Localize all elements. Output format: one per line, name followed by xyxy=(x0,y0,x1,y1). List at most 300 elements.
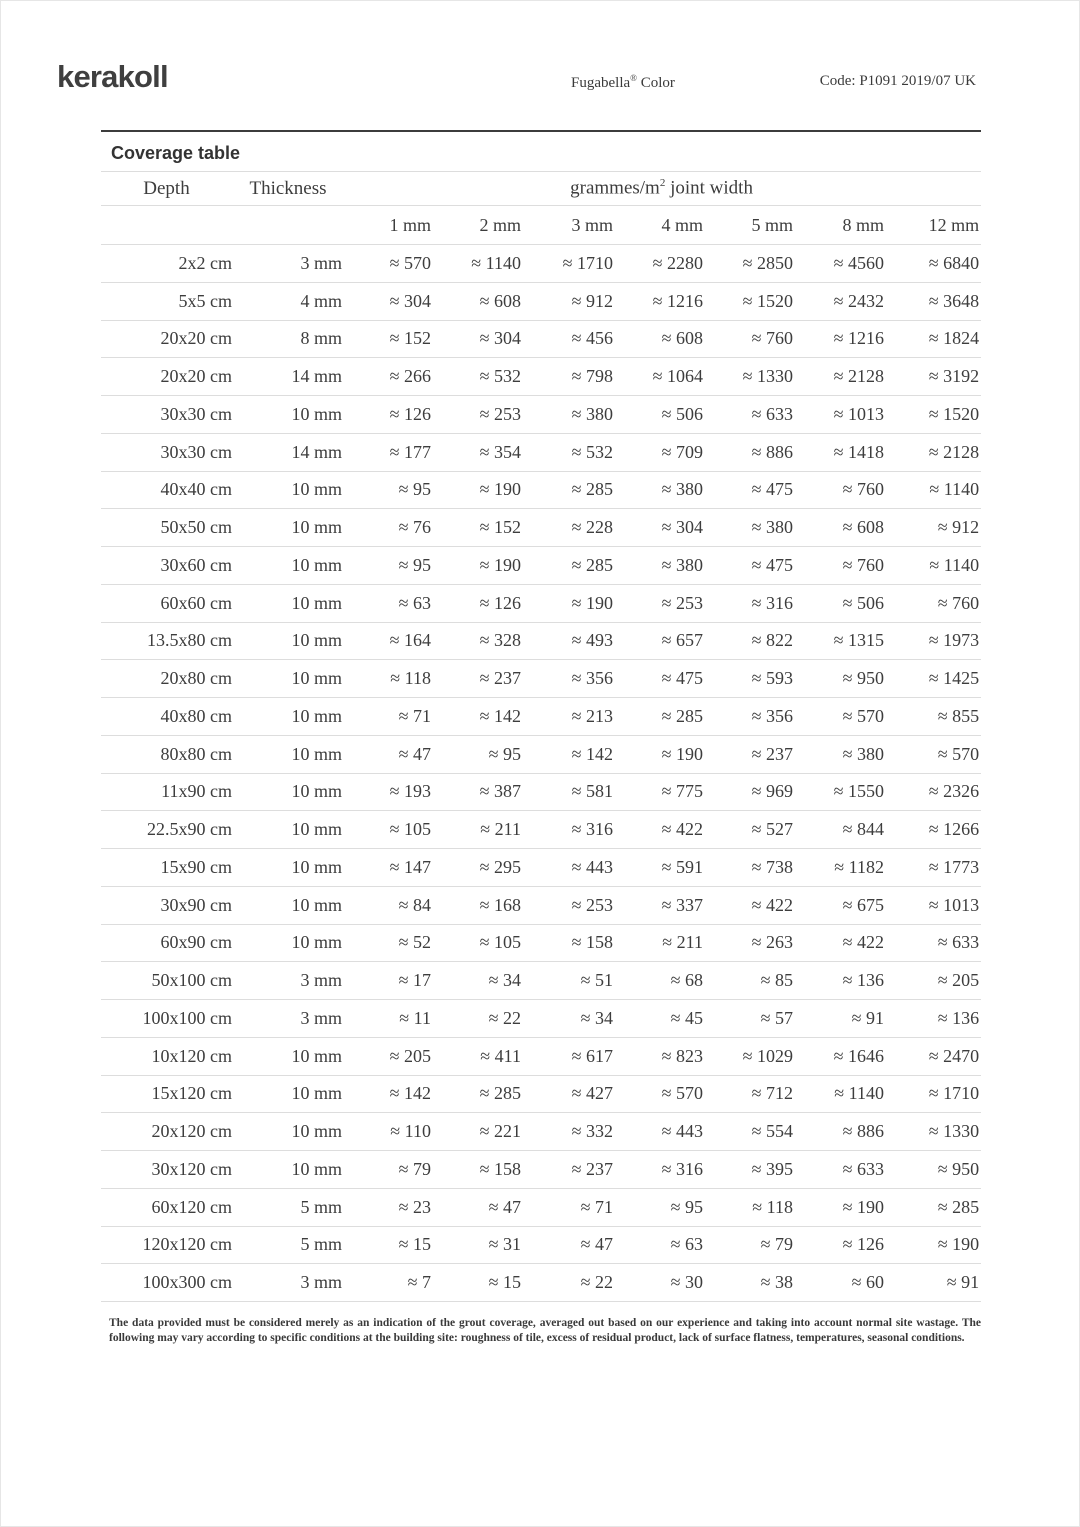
coverage-value-cell: ≈ 91 xyxy=(795,1000,886,1038)
depth-cell: 60x90 cm xyxy=(101,924,234,962)
coverage-value-cell: ≈ 775 xyxy=(615,773,705,811)
table-row xyxy=(101,660,981,698)
coverage-value-cell: ≈ 95 xyxy=(615,1188,705,1226)
depth-cell: 30x60 cm xyxy=(101,547,234,585)
coverage-value-cell: ≈ 969 xyxy=(705,773,795,811)
depth-cell: 60x60 cm xyxy=(101,584,234,622)
coverage-value-cell: ≈ 332 xyxy=(523,1113,615,1151)
coverage-value-cell: ≈ 395 xyxy=(705,1151,795,1189)
thickness-cell: 10 mm xyxy=(234,1037,344,1075)
coverage-value-cell: ≈ 126 xyxy=(433,584,523,622)
coverage-value-cell: ≈ 190 xyxy=(523,584,615,622)
coverage-value-cell: ≈ 760 xyxy=(886,584,981,622)
depth-cell: 30x120 cm xyxy=(101,1151,234,1189)
thickness-cell: 10 mm xyxy=(234,547,344,585)
coverage-value-cell: ≈ 285 xyxy=(523,471,615,509)
coverage-value-cell: ≈ 527 xyxy=(705,811,795,849)
coverage-value-cell: ≈ 570 xyxy=(615,1075,705,1113)
coverage-value-cell: ≈ 823 xyxy=(615,1037,705,1075)
coverage-value-cell: ≈ 164 xyxy=(344,622,433,660)
coverage-value-cell: ≈ 52 xyxy=(344,924,433,962)
thickness-cell: 4 mm xyxy=(234,282,344,320)
coverage-value-cell: ≈ 142 xyxy=(344,1075,433,1113)
depth-cell: 20x120 cm xyxy=(101,1113,234,1151)
coverage-value-cell: ≈ 285 xyxy=(433,1075,523,1113)
coverage-value-cell: ≈ 253 xyxy=(615,584,705,622)
coverage-value-cell: ≈ 581 xyxy=(523,773,615,811)
depth-cell: 20x80 cm xyxy=(101,660,234,698)
table-row xyxy=(101,1264,981,1302)
grammes-group-header xyxy=(344,172,981,206)
table-row xyxy=(101,1151,981,1189)
coverage-value-cell: ≈ 34 xyxy=(433,962,523,1000)
coverage-value-cell: ≈ 63 xyxy=(344,584,433,622)
coverage-value-cell: ≈ 475 xyxy=(615,660,705,698)
coverage-value-cell: ≈ 1266 xyxy=(886,811,981,849)
coverage-value-cell: ≈ 193 xyxy=(344,773,433,811)
coverage-value-cell: ≈ 45 xyxy=(615,1000,705,1038)
coverage-value-cell: ≈ 798 xyxy=(523,358,615,396)
table-row xyxy=(101,282,981,320)
coverage-value-cell: ≈ 950 xyxy=(795,660,886,698)
coverage-value-cell: ≈ 190 xyxy=(615,735,705,773)
coverage-value-cell: ≈ 1646 xyxy=(795,1037,886,1075)
coverage-value-cell: ≈ 608 xyxy=(795,509,886,547)
coverage-value-cell: ≈ 190 xyxy=(795,1188,886,1226)
depth-cell: 5x5 cm xyxy=(101,282,234,320)
depth-cell: 40x40 cm xyxy=(101,471,234,509)
coverage-value-cell: ≈ 738 xyxy=(705,849,795,887)
coverage-value-cell: ≈ 95 xyxy=(433,735,523,773)
coverage-value-cell: ≈ 228 xyxy=(523,509,615,547)
coverage-value-cell: ≈ 211 xyxy=(615,924,705,962)
coverage-value-cell: ≈ 17 xyxy=(344,962,433,1000)
depth-cell: 50x100 cm xyxy=(101,962,234,1000)
coverage-value-cell: ≈ 211 xyxy=(433,811,523,849)
depth-cell: 20x20 cm xyxy=(101,358,234,396)
thickness-cell: 10 mm xyxy=(234,698,344,736)
coverage-value-cell: ≈ 11 xyxy=(344,1000,433,1038)
coverage-value-cell: ≈ 822 xyxy=(705,622,795,660)
coverage-value-cell: ≈ 304 xyxy=(344,282,433,320)
thickness-cell: 3 mm xyxy=(234,962,344,1000)
coverage-value-cell: ≈ 205 xyxy=(344,1037,433,1075)
table-row xyxy=(101,1226,981,1264)
joint-width-header: 3 mm xyxy=(523,206,615,245)
coverage-value-cell: ≈ 71 xyxy=(523,1188,615,1226)
coverage-value-cell: ≈ 147 xyxy=(344,849,433,887)
table-row xyxy=(101,1037,981,1075)
depth-cell: 60x120 cm xyxy=(101,1188,234,1226)
coverage-value-cell: ≈ 168 xyxy=(433,886,523,924)
thickness-cell: 14 mm xyxy=(234,358,344,396)
depth-cell: 13.5x80 cm xyxy=(101,622,234,660)
coverage-value-cell: ≈ 506 xyxy=(795,584,886,622)
coverage-value-cell: ≈ 506 xyxy=(615,396,705,434)
table-row xyxy=(101,924,981,962)
coverage-value-cell: ≈ 15 xyxy=(344,1226,433,1264)
table-row xyxy=(101,245,981,283)
depth-cell: 15x120 cm xyxy=(101,1075,234,1113)
coverage-value-cell: ≈ 34 xyxy=(523,1000,615,1038)
coverage-value-cell: ≈ 411 xyxy=(433,1037,523,1075)
coverage-value-cell: ≈ 285 xyxy=(886,1188,981,1226)
thickness-cell: 10 mm xyxy=(234,735,344,773)
depth-cell: 120x120 cm xyxy=(101,1226,234,1264)
table-row xyxy=(101,698,981,736)
coverage-value-cell: ≈ 608 xyxy=(615,320,705,358)
depth-cell: 30x90 cm xyxy=(101,886,234,924)
coverage-value-cell: ≈ 760 xyxy=(795,471,886,509)
coverage-value-cell: ≈ 221 xyxy=(433,1113,523,1151)
coverage-value-cell: ≈ 126 xyxy=(344,396,433,434)
thickness-cell: 10 mm xyxy=(234,660,344,698)
coverage-value-cell: ≈ 912 xyxy=(886,509,981,547)
thickness-cell: 10 mm xyxy=(234,1151,344,1189)
coverage-value-cell: ≈ 177 xyxy=(344,433,433,471)
coverage-value-cell: ≈ 22 xyxy=(523,1264,615,1302)
kerakoll-logo: kerakoll xyxy=(57,59,168,94)
coverage-value-cell: ≈ 593 xyxy=(705,660,795,698)
depth-cell: 80x80 cm xyxy=(101,735,234,773)
coverage-value-cell: ≈ 79 xyxy=(705,1226,795,1264)
table-row xyxy=(101,962,981,1000)
coverage-value-cell: ≈ 158 xyxy=(433,1151,523,1189)
coverage-value-cell: ≈ 1140 xyxy=(795,1075,886,1113)
coverage-value-cell: ≈ 47 xyxy=(523,1226,615,1264)
coverage-value-cell: ≈ 190 xyxy=(886,1226,981,1264)
coverage-value-cell: ≈ 422 xyxy=(615,811,705,849)
coverage-value-cell: ≈ 126 xyxy=(795,1226,886,1264)
product-name xyxy=(571,73,675,92)
product-name-suffix: Color xyxy=(637,75,675,91)
thickness-cell: 3 mm xyxy=(234,1264,344,1302)
joint-width-header-row xyxy=(101,206,981,245)
table-row xyxy=(101,1000,981,1038)
coverage-value-cell: ≈ 387 xyxy=(433,773,523,811)
coverage-value-cell: ≈ 2128 xyxy=(886,433,981,471)
coverage-value-cell: ≈ 3648 xyxy=(886,282,981,320)
coverage-value-cell: ≈ 30 xyxy=(615,1264,705,1302)
coverage-value-cell: ≈ 2432 xyxy=(795,282,886,320)
coverage-value-cell: ≈ 31 xyxy=(433,1226,523,1264)
table-row xyxy=(101,396,981,434)
coverage-value-cell: ≈ 912 xyxy=(523,282,615,320)
thickness-cell: 10 mm xyxy=(234,584,344,622)
coverage-value-cell: ≈ 1425 xyxy=(886,660,981,698)
coverage-value-cell: ≈ 285 xyxy=(615,698,705,736)
table-row xyxy=(101,849,981,887)
coverage-value-cell: ≈ 657 xyxy=(615,622,705,660)
coverage-value-cell: ≈ 152 xyxy=(344,320,433,358)
coverage-value-cell: ≈ 57 xyxy=(705,1000,795,1038)
depth-cell: 30x30 cm xyxy=(101,396,234,434)
coverage-value-cell: ≈ 85 xyxy=(705,962,795,1000)
table-row xyxy=(101,358,981,396)
coverage-value-cell: ≈ 136 xyxy=(795,962,886,1000)
coverage-value-cell: ≈ 855 xyxy=(886,698,981,736)
coverage-value-cell: ≈ 617 xyxy=(523,1037,615,1075)
thickness-cell: 10 mm xyxy=(234,924,344,962)
coverage-value-cell: ≈ 76 xyxy=(344,509,433,547)
coverage-value-cell: ≈ 950 xyxy=(886,1151,981,1189)
coverage-value-cell: ≈ 1029 xyxy=(705,1037,795,1075)
depth-cell: 50x50 cm xyxy=(101,509,234,547)
depth-cell: 100x300 cm xyxy=(101,1264,234,1302)
table-row xyxy=(101,773,981,811)
coverage-value-cell: ≈ 38 xyxy=(705,1264,795,1302)
empty-header-cell xyxy=(101,206,234,245)
coverage-table-body xyxy=(101,245,981,1302)
table-row xyxy=(101,1113,981,1151)
coverage-value-cell: ≈ 304 xyxy=(615,509,705,547)
coverage-value-cell: ≈ 2280 xyxy=(615,245,705,283)
table-group-header-row xyxy=(101,172,981,206)
thickness-column-header: Thickness xyxy=(234,172,344,206)
coverage-value-cell: ≈ 709 xyxy=(615,433,705,471)
coverage-value-cell: ≈ 4560 xyxy=(795,245,886,283)
coverage-value-cell: ≈ 422 xyxy=(705,886,795,924)
coverage-value-cell: ≈ 633 xyxy=(795,1151,886,1189)
grammes-header-suffix: joint width xyxy=(665,177,753,199)
coverage-value-cell: ≈ 356 xyxy=(523,660,615,698)
coverage-value-cell: ≈ 110 xyxy=(344,1113,433,1151)
table-row xyxy=(101,886,981,924)
coverage-value-cell: ≈ 1773 xyxy=(886,849,981,887)
footnote: The data provided must be considered merely as an indication of the grout coverage, averaged out based on our experience and taking into account normal site wastage. The following may vary according to specific conditions at the building site: roughness of tile, excess of residual product, lack of surface flatness, temperatures, seasonal conditions. xyxy=(109,1317,981,1344)
coverage-value-cell: ≈ 253 xyxy=(523,886,615,924)
grammes-header-superscript: 2 xyxy=(659,177,666,190)
depth-cell: 2x2 cm xyxy=(101,245,234,283)
coverage-value-cell: ≈ 213 xyxy=(523,698,615,736)
coverage-value-cell: ≈ 1418 xyxy=(795,433,886,471)
section-title: Coverage table xyxy=(111,143,241,163)
coverage-value-cell: ≈ 95 xyxy=(344,471,433,509)
coverage-value-cell: ≈ 380 xyxy=(523,396,615,434)
coverage-value-cell: ≈ 51 xyxy=(523,962,615,1000)
coverage-value-cell: ≈ 1330 xyxy=(886,1113,981,1151)
coverage-value-cell: ≈ 356 xyxy=(705,698,795,736)
thickness-cell: 3 mm xyxy=(234,245,344,283)
header-divider-rule xyxy=(101,130,981,132)
coverage-value-cell: ≈ 633 xyxy=(705,396,795,434)
depth-cell: 11x90 cm xyxy=(101,773,234,811)
joint-width-header: 8 mm xyxy=(795,206,886,245)
coverage-value-cell: ≈ 285 xyxy=(523,547,615,585)
thickness-cell: 10 mm xyxy=(234,1075,344,1113)
coverage-value-cell: ≈ 47 xyxy=(344,735,433,773)
coverage-value-cell: ≈ 886 xyxy=(795,1113,886,1151)
coverage-value-cell: ≈ 95 xyxy=(344,547,433,585)
joint-width-header: 2 mm xyxy=(433,206,523,245)
coverage-value-cell: ≈ 1182 xyxy=(795,849,886,887)
document-code: Code: P1091 2019/07 UK xyxy=(819,73,976,89)
depth-column-header: Depth xyxy=(101,172,234,206)
coverage-value-cell: ≈ 237 xyxy=(433,660,523,698)
table-row xyxy=(101,735,981,773)
coverage-value-cell: ≈ 158 xyxy=(523,924,615,962)
coverage-value-cell: ≈ 237 xyxy=(523,1151,615,1189)
coverage-value-cell: ≈ 1520 xyxy=(886,396,981,434)
coverage-value-cell: ≈ 608 xyxy=(433,282,523,320)
coverage-value-cell: ≈ 760 xyxy=(705,320,795,358)
coverage-value-cell: ≈ 316 xyxy=(705,584,795,622)
thickness-cell: 8 mm xyxy=(234,320,344,358)
coverage-value-cell: ≈ 844 xyxy=(795,811,886,849)
thickness-cell: 5 mm xyxy=(234,1226,344,1264)
coverage-value-cell: ≈ 337 xyxy=(615,886,705,924)
coverage-value-cell: ≈ 23 xyxy=(344,1188,433,1226)
coverage-value-cell: ≈ 91 xyxy=(886,1264,981,1302)
coverage-value-cell: ≈ 570 xyxy=(886,735,981,773)
coverage-value-cell: ≈ 190 xyxy=(433,547,523,585)
coverage-value-cell: ≈ 532 xyxy=(523,433,615,471)
coverage-value-cell: ≈ 532 xyxy=(433,358,523,396)
coverage-value-cell: ≈ 118 xyxy=(344,660,433,698)
thickness-cell: 10 mm xyxy=(234,886,344,924)
coverage-value-cell: ≈ 118 xyxy=(705,1188,795,1226)
coverage-table xyxy=(101,171,981,1302)
coverage-value-cell: ≈ 1330 xyxy=(705,358,795,396)
coverage-value-cell: ≈ 2326 xyxy=(886,773,981,811)
table-row xyxy=(101,584,981,622)
coverage-value-cell: ≈ 354 xyxy=(433,433,523,471)
coverage-value-cell: ≈ 22 xyxy=(433,1000,523,1038)
table-row xyxy=(101,1188,981,1226)
depth-cell: 20x20 cm xyxy=(101,320,234,358)
coverage-value-cell: ≈ 1013 xyxy=(795,396,886,434)
depth-cell: 40x80 cm xyxy=(101,698,234,736)
coverage-value-cell: ≈ 1013 xyxy=(886,886,981,924)
coverage-value-cell: ≈ 1824 xyxy=(886,320,981,358)
coverage-value-cell: ≈ 7 xyxy=(344,1264,433,1302)
joint-width-header: 4 mm xyxy=(615,206,705,245)
table-row xyxy=(101,509,981,547)
coverage-value-cell: ≈ 6840 xyxy=(886,245,981,283)
coverage-value-cell: ≈ 63 xyxy=(615,1226,705,1264)
coverage-value-cell: ≈ 136 xyxy=(886,1000,981,1038)
thickness-cell: 3 mm xyxy=(234,1000,344,1038)
coverage-value-cell: ≈ 1710 xyxy=(523,245,615,283)
coverage-value-cell: ≈ 71 xyxy=(344,698,433,736)
coverage-value-cell: ≈ 84 xyxy=(344,886,433,924)
thickness-cell: 10 mm xyxy=(234,811,344,849)
coverage-value-cell: ≈ 295 xyxy=(433,849,523,887)
table-row xyxy=(101,1075,981,1113)
coverage-value-cell: ≈ 316 xyxy=(523,811,615,849)
table-row xyxy=(101,471,981,509)
coverage-value-cell: ≈ 570 xyxy=(344,245,433,283)
coverage-value-cell: ≈ 493 xyxy=(523,622,615,660)
grammes-header-text: grammes/m xyxy=(570,177,660,199)
coverage-value-cell: ≈ 712 xyxy=(705,1075,795,1113)
coverage-value-cell: ≈ 886 xyxy=(705,433,795,471)
table-row xyxy=(101,622,981,660)
coverage-value-cell: ≈ 237 xyxy=(705,735,795,773)
registered-trademark-symbol: ® xyxy=(630,73,637,83)
coverage-value-cell: ≈ 760 xyxy=(795,547,886,585)
coverage-value-cell: ≈ 1550 xyxy=(795,773,886,811)
table-row xyxy=(101,811,981,849)
joint-width-header: 1 mm xyxy=(344,206,433,245)
coverage-value-cell: ≈ 1315 xyxy=(795,622,886,660)
empty-header-cell xyxy=(234,206,344,245)
coverage-value-cell: ≈ 79 xyxy=(344,1151,433,1189)
coverage-value-cell: ≈ 475 xyxy=(705,547,795,585)
coverage-value-cell: ≈ 304 xyxy=(433,320,523,358)
depth-cell: 22.5x90 cm xyxy=(101,811,234,849)
coverage-value-cell: ≈ 253 xyxy=(433,396,523,434)
coverage-value-cell: ≈ 380 xyxy=(705,509,795,547)
coverage-value-cell: ≈ 1140 xyxy=(886,547,981,585)
coverage-value-cell: ≈ 570 xyxy=(795,698,886,736)
coverage-value-cell: ≈ 380 xyxy=(795,735,886,773)
coverage-value-cell: ≈ 263 xyxy=(705,924,795,962)
joint-width-header: 5 mm xyxy=(705,206,795,245)
coverage-value-cell: ≈ 427 xyxy=(523,1075,615,1113)
table-row xyxy=(101,433,981,471)
coverage-value-cell: ≈ 68 xyxy=(615,962,705,1000)
coverage-value-cell: ≈ 475 xyxy=(705,471,795,509)
coverage-value-cell: ≈ 380 xyxy=(615,471,705,509)
coverage-value-cell: ≈ 675 xyxy=(795,886,886,924)
coverage-value-cell: ≈ 266 xyxy=(344,358,433,396)
coverage-value-cell: ≈ 328 xyxy=(433,622,523,660)
depth-cell: 15x90 cm xyxy=(101,849,234,887)
coverage-value-cell: ≈ 443 xyxy=(615,1113,705,1151)
coverage-value-cell: ≈ 2470 xyxy=(886,1037,981,1075)
coverage-value-cell: ≈ 142 xyxy=(523,735,615,773)
thickness-cell: 14 mm xyxy=(234,433,344,471)
coverage-value-cell: ≈ 456 xyxy=(523,320,615,358)
coverage-value-cell: ≈ 380 xyxy=(615,547,705,585)
depth-cell: 30x30 cm xyxy=(101,433,234,471)
coverage-value-cell: ≈ 1216 xyxy=(615,282,705,320)
coverage-value-cell: ≈ 1710 xyxy=(886,1075,981,1113)
joint-width-header: 12 mm xyxy=(886,206,981,245)
thickness-cell: 10 mm xyxy=(234,849,344,887)
coverage-value-cell: ≈ 1140 xyxy=(886,471,981,509)
depth-cell: 10x120 cm xyxy=(101,1037,234,1075)
thickness-cell: 10 mm xyxy=(234,471,344,509)
coverage-value-cell: ≈ 190 xyxy=(433,471,523,509)
thickness-cell: 10 mm xyxy=(234,773,344,811)
coverage-value-cell: ≈ 1520 xyxy=(705,282,795,320)
thickness-cell: 10 mm xyxy=(234,1113,344,1151)
depth-cell: 100x100 cm xyxy=(101,1000,234,1038)
table-row xyxy=(101,320,981,358)
coverage-value-cell: ≈ 633 xyxy=(886,924,981,962)
coverage-value-cell: ≈ 205 xyxy=(886,962,981,1000)
thickness-cell: 10 mm xyxy=(234,622,344,660)
coverage-value-cell: ≈ 443 xyxy=(523,849,615,887)
coverage-value-cell: ≈ 554 xyxy=(705,1113,795,1151)
coverage-value-cell: ≈ 142 xyxy=(433,698,523,736)
coverage-value-cell: ≈ 152 xyxy=(433,509,523,547)
coverage-value-cell: ≈ 1064 xyxy=(615,358,705,396)
coverage-value-cell: ≈ 47 xyxy=(433,1188,523,1226)
product-name-text: Fugabella xyxy=(571,75,631,91)
coverage-value-cell: ≈ 316 xyxy=(615,1151,705,1189)
coverage-value-cell: ≈ 422 xyxy=(795,924,886,962)
coverage-value-cell: ≈ 1973 xyxy=(886,622,981,660)
coverage-value-cell: ≈ 2850 xyxy=(705,245,795,283)
coverage-value-cell: ≈ 591 xyxy=(615,849,705,887)
coverage-value-cell: ≈ 3192 xyxy=(886,358,981,396)
thickness-cell: 10 mm xyxy=(234,509,344,547)
thickness-cell: 5 mm xyxy=(234,1188,344,1226)
table-row xyxy=(101,547,981,585)
